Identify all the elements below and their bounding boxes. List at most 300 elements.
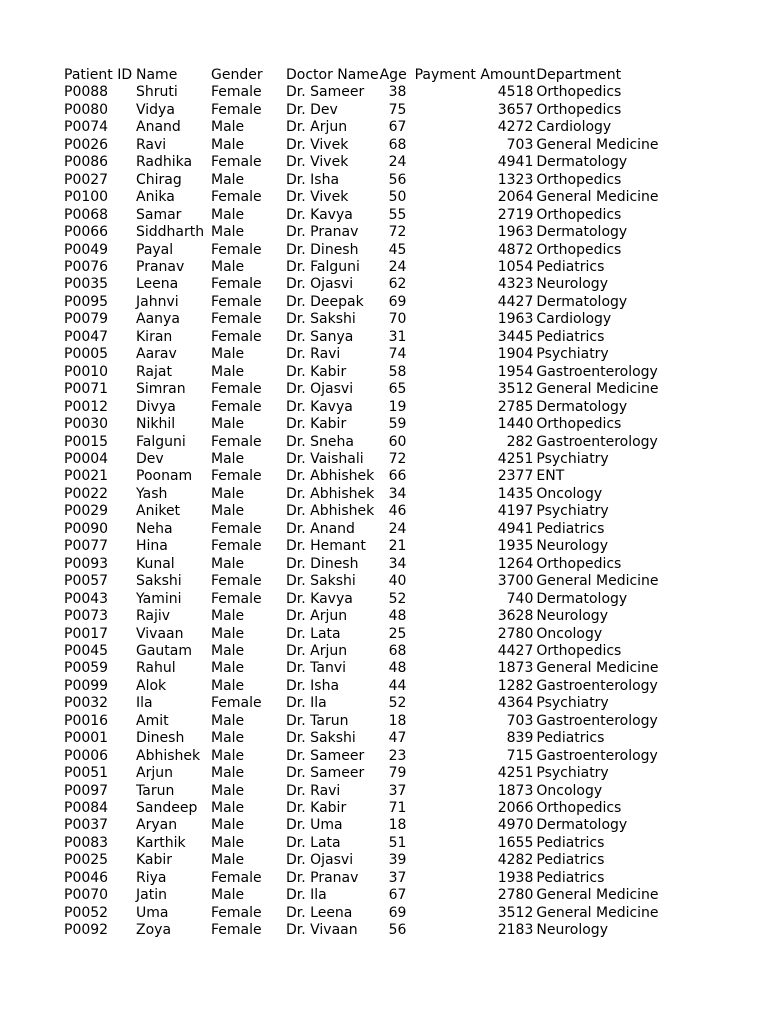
cell-payment-amount[interactable]: 4941 [497, 154, 534, 171]
cell-gender[interactable]: Female [211, 520, 262, 537]
cell-gender[interactable]: Female [211, 433, 262, 450]
cell-patient-id[interactable]: P0015 [64, 433, 109, 450]
cell-payment-amount[interactable]: 2780 [497, 887, 534, 904]
cell-doctor-name[interactable]: Dr. Sakshi [286, 730, 356, 747]
cell-department[interactable]: Orthopedics [536, 800, 622, 817]
cell-department[interactable]: Cardiology [536, 119, 612, 136]
cell-department[interactable]: Orthopedics [536, 416, 622, 433]
cell-doctor-name[interactable]: Dr. Ila [286, 887, 327, 904]
cell-doctor-name[interactable]: Dr. Pranav [286, 869, 359, 886]
cell-age[interactable]: 68 [388, 136, 407, 153]
cell-patient-id[interactable]: P0079 [64, 311, 109, 328]
cell-department[interactable]: General Medicine [536, 904, 659, 921]
cell-department[interactable]: Dermatology [536, 817, 628, 834]
cell-doctor-name[interactable]: Dr. Ojasvi [286, 276, 354, 293]
cell-patient-id[interactable]: P0084 [64, 800, 109, 817]
cell-name[interactable]: Alok [136, 677, 167, 694]
cell-department[interactable]: Pediatrics [536, 520, 605, 537]
cell-department[interactable]: Pediatrics [536, 258, 605, 275]
cell-age[interactable]: 25 [388, 625, 407, 642]
cell-name[interactable]: Kabir [136, 852, 173, 869]
cell-name[interactable]: Sandeep [136, 800, 198, 817]
cell-department[interactable]: Neurology [536, 608, 608, 625]
cell-name[interactable]: Anika [136, 189, 175, 206]
cell-patient-id[interactable]: P0083 [64, 834, 109, 851]
cell-payment-amount[interactable]: 2066 [497, 800, 534, 817]
cell-payment-amount[interactable]: 1282 [497, 677, 534, 694]
cell-department[interactable]: Orthopedics [536, 101, 622, 118]
cell-payment-amount[interactable]: 4364 [497, 695, 534, 712]
cell-gender[interactable]: Male [211, 503, 245, 520]
cell-payment-amount[interactable]: 3512 [497, 904, 534, 921]
cell-name[interactable]: Karthik [136, 834, 186, 851]
cell-doctor-name[interactable]: Dr. Kabir [286, 800, 347, 817]
cell-department[interactable]: Orthopedics [536, 555, 622, 572]
cell-age[interactable]: 69 [388, 293, 407, 310]
cell-name[interactable]: Sakshi [136, 573, 182, 590]
cell-gender[interactable]: Female [211, 189, 262, 206]
cell-age[interactable]: 55 [388, 206, 407, 223]
cell-name[interactable]: Zoya [136, 922, 172, 939]
cell-patient-id[interactable]: P0086 [64, 154, 109, 171]
cell-name[interactable]: Payal [136, 241, 174, 258]
cell-department[interactable]: Neurology [536, 538, 608, 555]
cell-gender[interactable]: Female [211, 869, 262, 886]
cell-gender[interactable]: Female [211, 293, 262, 310]
cell-age[interactable]: 39 [388, 852, 407, 869]
cell-age[interactable]: 79 [388, 765, 407, 782]
cell-patient-id[interactable]: P0012 [64, 398, 109, 415]
cell-gender[interactable]: Female [211, 154, 262, 171]
cell-doctor-name[interactable]: Dr. Sameer [286, 747, 365, 764]
cell-age[interactable]: 19 [388, 398, 407, 415]
cell-payment-amount[interactable]: 4251 [497, 450, 534, 467]
cell-department[interactable]: Pediatrics [536, 328, 605, 345]
cell-name[interactable]: Kunal [136, 555, 175, 572]
cell-patient-id[interactable]: P0005 [64, 346, 109, 363]
cell-doctor-name[interactable]: Dr. Anand [286, 520, 355, 537]
cell-payment-amount[interactable]: 740 [506, 590, 534, 607]
cell-department[interactable]: ENT [536, 468, 565, 485]
cell-payment-amount[interactable]: 1054 [497, 258, 534, 275]
cell-name[interactable]: Yash [136, 485, 168, 502]
cell-payment-amount[interactable]: 4941 [497, 520, 534, 537]
cell-doctor-name[interactable]: Dr. Vivek [286, 136, 349, 153]
cell-patient-id[interactable]: P0097 [64, 782, 109, 799]
cell-doctor-name[interactable]: Dr. Sameer [286, 84, 365, 101]
cell-age[interactable]: 50 [388, 189, 407, 206]
cell-doctor-name[interactable]: Dr. Kavya [286, 398, 353, 415]
cell-name[interactable]: Gautam [136, 642, 193, 659]
cell-name[interactable]: Rajat [136, 363, 172, 380]
cell-name[interactable]: Yamini [136, 590, 182, 607]
cell-payment-amount[interactable]: 1435 [497, 485, 534, 502]
cell-doctor-name[interactable]: Dr. Dinesh [286, 241, 359, 258]
cell-name[interactable]: Pranav [136, 258, 185, 275]
cell-age[interactable]: 38 [388, 84, 407, 101]
cell-doctor-name[interactable]: Dr. Arjun [286, 642, 348, 659]
cell-gender[interactable]: Male [211, 852, 245, 869]
cell-patient-id[interactable]: P0076 [64, 258, 109, 275]
cell-gender[interactable]: Male [211, 660, 245, 677]
cell-patient-id[interactable]: P0021 [64, 468, 109, 485]
cell-doctor-name[interactable]: Dr. Lata [286, 625, 341, 642]
cell-payment-amount[interactable]: 4518 [497, 84, 534, 101]
cell-age[interactable]: 56 [388, 171, 407, 188]
cell-department[interactable]: Neurology [536, 276, 608, 293]
cell-patient-id[interactable]: P0030 [64, 416, 109, 433]
cell-gender[interactable]: Female [211, 84, 262, 101]
cell-age[interactable]: 65 [388, 381, 407, 398]
cell-payment-amount[interactable]: 3512 [497, 381, 534, 398]
cell-age[interactable]: 24 [388, 520, 407, 537]
cell-payment-amount[interactable]: 4872 [497, 241, 534, 258]
cell-payment-amount[interactable]: 4197 [497, 503, 534, 520]
cell-doctor-name[interactable]: Dr. Abhishek [286, 468, 375, 485]
cell-doctor-name[interactable]: Dr. Hemant [286, 538, 366, 555]
cell-patient-id[interactable]: P0025 [64, 852, 109, 869]
cell-age[interactable]: 18 [388, 712, 407, 729]
cell-payment-amount[interactable]: 1935 [497, 538, 534, 555]
cell-gender[interactable]: Female [211, 328, 262, 345]
cell-department[interactable]: General Medicine [536, 660, 659, 677]
cell-age[interactable]: 56 [388, 922, 407, 939]
cell-patient-id[interactable]: P0092 [64, 922, 109, 939]
cell-department[interactable]: Oncology [536, 782, 603, 799]
cell-name[interactable]: Radhika [136, 154, 193, 171]
cell-age[interactable]: 67 [388, 119, 407, 136]
cell-doctor-name[interactable]: Dr. Vivek [286, 189, 349, 206]
cell-name[interactable]: Vivaan [136, 625, 184, 642]
cell-payment-amount[interactable]: 4427 [497, 293, 534, 310]
cell-gender[interactable]: Male [211, 817, 245, 834]
cell-age[interactable]: 69 [388, 904, 407, 921]
cell-doctor-name[interactable]: Dr. Tarun [286, 712, 349, 729]
cell-name[interactable]: Shruti [136, 84, 178, 101]
cell-name[interactable]: Rahul [136, 660, 176, 677]
cell-name[interactable]: Anand [136, 119, 181, 136]
cell-age[interactable]: 59 [388, 416, 407, 433]
cell-department[interactable]: Psychiatry [536, 503, 609, 520]
cell-name[interactable]: Simran [136, 381, 186, 398]
cell-department[interactable]: Neurology [536, 922, 608, 939]
cell-patient-id[interactable]: P0093 [64, 555, 109, 572]
cell-payment-amount[interactable]: 4427 [497, 642, 534, 659]
header-age[interactable]: Age [379, 67, 407, 83]
cell-gender[interactable]: Male [211, 887, 245, 904]
cell-doctor-name[interactable]: Dr. Dev [286, 101, 338, 118]
cell-patient-id[interactable]: P0059 [64, 660, 109, 677]
cell-patient-id[interactable]: P0066 [64, 224, 109, 241]
cell-doctor-name[interactable]: Dr. Ila [286, 695, 327, 712]
cell-payment-amount[interactable]: 1904 [497, 346, 534, 363]
cell-patient-id[interactable]: P0046 [64, 869, 109, 886]
cell-payment-amount[interactable]: 1954 [497, 363, 534, 380]
cell-gender[interactable]: Male [211, 625, 245, 642]
cell-gender[interactable]: Male [211, 485, 245, 502]
cell-age[interactable]: 52 [388, 590, 407, 607]
cell-department[interactable]: Pediatrics [536, 869, 605, 886]
cell-age[interactable]: 47 [388, 730, 407, 747]
cell-patient-id[interactable]: P0004 [64, 450, 109, 467]
cell-payment-amount[interactable]: 4272 [497, 119, 534, 136]
cell-patient-id[interactable]: P0001 [64, 730, 109, 747]
cell-patient-id[interactable]: P0071 [64, 381, 109, 398]
cell-patient-id[interactable]: P0099 [64, 677, 109, 694]
cell-name[interactable]: Nikhil [136, 416, 176, 433]
cell-department[interactable]: Oncology [536, 625, 603, 642]
cell-age[interactable]: 31 [388, 328, 407, 345]
cell-payment-amount[interactable]: 3628 [497, 608, 534, 625]
cell-age[interactable]: 18 [388, 817, 407, 834]
cell-payment-amount[interactable]: 3657 [497, 101, 534, 118]
cell-payment-amount[interactable]: 839 [506, 730, 534, 747]
cell-patient-id[interactable]: P0049 [64, 241, 109, 258]
cell-payment-amount[interactable]: 2785 [497, 398, 534, 415]
cell-patient-id[interactable]: P0052 [64, 904, 109, 921]
cell-patient-id[interactable]: P0037 [64, 817, 109, 834]
cell-age[interactable]: 51 [388, 834, 407, 851]
cell-patient-id[interactable]: P0010 [64, 363, 109, 380]
cell-gender[interactable]: Male [211, 747, 245, 764]
header-payment-amount[interactable]: Payment Amount [414, 67, 536, 83]
cell-payment-amount[interactable]: 1323 [497, 171, 534, 188]
cell-age[interactable]: 37 [388, 869, 407, 886]
cell-patient-id[interactable]: P0029 [64, 503, 109, 520]
cell-gender[interactable]: Male [211, 119, 245, 136]
cell-doctor-name[interactable]: Dr. Ravi [286, 346, 341, 363]
cell-name[interactable]: Uma [136, 904, 169, 921]
cell-gender[interactable]: Female [211, 573, 262, 590]
cell-patient-id[interactable]: P0026 [64, 136, 109, 153]
cell-doctor-name[interactable]: Dr. Ravi [286, 782, 341, 799]
cell-department[interactable]: Gastroenterology [536, 747, 658, 764]
cell-patient-id[interactable]: P0070 [64, 887, 109, 904]
cell-department[interactable]: Psychiatry [536, 346, 609, 363]
cell-age[interactable]: 66 [388, 468, 407, 485]
cell-gender[interactable]: Male [211, 642, 245, 659]
cell-gender[interactable]: Male [211, 363, 245, 380]
cell-name[interactable]: Aniket [136, 503, 181, 520]
cell-name[interactable]: Amit [136, 712, 169, 729]
cell-name[interactable]: Aanya [136, 311, 180, 328]
cell-doctor-name[interactable]: Dr. Ojasvi [286, 381, 354, 398]
cell-doctor-name[interactable]: Dr. Deepak [286, 293, 364, 310]
cell-gender[interactable]: Female [211, 101, 262, 118]
cell-department[interactable]: General Medicine [536, 381, 659, 398]
cell-department[interactable]: Orthopedics [536, 84, 622, 101]
header-patient-id[interactable]: Patient ID [64, 67, 133, 83]
cell-payment-amount[interactable]: 4323 [497, 276, 534, 293]
cell-gender[interactable]: Female [211, 538, 262, 555]
cell-name[interactable]: Leena [136, 276, 179, 293]
cell-payment-amount[interactable]: 2064 [497, 189, 534, 206]
cell-payment-amount[interactable]: 3700 [497, 573, 534, 590]
cell-payment-amount[interactable]: 1963 [497, 224, 534, 241]
cell-age[interactable]: 75 [388, 101, 407, 118]
cell-doctor-name[interactable]: Dr. Kabir [286, 416, 347, 433]
cell-gender[interactable]: Male [211, 206, 245, 223]
cell-patient-id[interactable]: P0043 [64, 590, 109, 607]
cell-patient-id[interactable]: P0077 [64, 538, 109, 555]
cell-payment-amount[interactable]: 4282 [497, 852, 534, 869]
cell-name[interactable]: Ila [136, 695, 153, 712]
cell-payment-amount[interactable]: 1440 [497, 416, 534, 433]
cell-department[interactable]: Pediatrics [536, 730, 605, 747]
cell-gender[interactable]: Male [211, 800, 245, 817]
cell-age[interactable]: 71 [388, 800, 407, 817]
cell-age[interactable]: 48 [388, 608, 407, 625]
cell-name[interactable]: Chirag [136, 171, 182, 188]
cell-gender[interactable]: Male [211, 555, 245, 572]
cell-department[interactable]: Dermatology [536, 154, 628, 171]
cell-department[interactable]: General Medicine [536, 573, 659, 590]
cell-age[interactable]: 52 [388, 695, 407, 712]
cell-age[interactable]: 60 [388, 433, 407, 450]
cell-patient-id[interactable]: P0088 [64, 84, 109, 101]
cell-gender[interactable]: Male [211, 224, 245, 241]
cell-payment-amount[interactable]: 1873 [497, 660, 534, 677]
cell-age[interactable]: 72 [388, 450, 407, 467]
cell-doctor-name[interactable]: Dr. Sneha [286, 433, 354, 450]
cell-name[interactable]: Aryan [136, 817, 178, 834]
cell-payment-amount[interactable]: 703 [506, 136, 534, 153]
cell-doctor-name[interactable]: Dr. Leena [286, 904, 353, 921]
cell-name[interactable]: Aarav [136, 346, 177, 363]
cell-age[interactable]: 70 [388, 311, 407, 328]
cell-age[interactable]: 46 [388, 503, 407, 520]
cell-name[interactable]: Dinesh [136, 730, 185, 747]
cell-doctor-name[interactable]: Dr. Pranav [286, 224, 359, 241]
cell-department[interactable]: General Medicine [536, 189, 659, 206]
cell-name[interactable]: Falguni [136, 433, 186, 450]
cell-patient-id[interactable]: P0035 [64, 276, 109, 293]
cell-age[interactable]: 48 [388, 660, 407, 677]
cell-name[interactable]: Dev [136, 450, 164, 467]
cell-gender[interactable]: Male [211, 730, 245, 747]
cell-patient-id[interactable]: P0047 [64, 328, 109, 345]
cell-age[interactable]: 58 [388, 363, 407, 380]
cell-patient-id[interactable]: P0074 [64, 119, 109, 136]
cell-age[interactable]: 34 [388, 555, 407, 572]
cell-doctor-name[interactable]: Dr. Isha [286, 171, 340, 188]
cell-doctor-name[interactable]: Dr. Tanvi [286, 660, 347, 677]
cell-payment-amount[interactable]: 703 [506, 712, 534, 729]
cell-payment-amount[interactable]: 1938 [497, 869, 534, 886]
cell-gender[interactable]: Female [211, 241, 262, 258]
header-department[interactable]: Department [536, 67, 622, 83]
cell-gender[interactable]: Female [211, 398, 262, 415]
cell-department[interactable]: Orthopedics [536, 206, 622, 223]
cell-gender[interactable]: Male [211, 712, 245, 729]
cell-name[interactable]: Hina [136, 538, 168, 555]
cell-age[interactable]: 72 [388, 224, 407, 241]
cell-name[interactable]: Arjun [136, 765, 173, 782]
cell-payment-amount[interactable]: 3445 [497, 328, 534, 345]
cell-department[interactable]: Psychiatry [536, 695, 609, 712]
cell-doctor-name[interactable]: Dr. Sameer [286, 765, 365, 782]
cell-patient-id[interactable]: P0057 [64, 573, 109, 590]
cell-department[interactable]: Dermatology [536, 293, 628, 310]
cell-doctor-name[interactable]: Dr. Kavya [286, 206, 353, 223]
cell-name[interactable]: Rajiv [136, 608, 171, 625]
cell-age[interactable]: 24 [388, 154, 407, 171]
cell-gender[interactable]: Female [211, 922, 262, 939]
cell-age[interactable]: 44 [388, 677, 407, 694]
cell-patient-id[interactable]: P0027 [64, 171, 109, 188]
cell-doctor-name[interactable]: Dr. Kavya [286, 590, 353, 607]
cell-doctor-name[interactable]: Dr. Vivek [286, 154, 349, 171]
cell-doctor-name[interactable]: Dr. Falguni [286, 258, 360, 275]
cell-gender[interactable]: Female [211, 381, 262, 398]
cell-payment-amount[interactable]: 715 [506, 747, 534, 764]
cell-name[interactable]: Jahnvi [136, 293, 179, 310]
cell-department[interactable]: Pediatrics [536, 852, 605, 869]
cell-patient-id[interactable]: P0045 [64, 642, 109, 659]
cell-gender[interactable]: Male [211, 171, 245, 188]
cell-department[interactable]: Gastroenterology [536, 712, 658, 729]
cell-name[interactable]: Divya [136, 398, 176, 415]
cell-payment-amount[interactable]: 2183 [497, 922, 534, 939]
cell-doctor-name[interactable]: Dr. Vaishali [286, 450, 364, 467]
cell-department[interactable]: Gastroenterology [536, 433, 658, 450]
cell-doctor-name[interactable]: Dr. Arjun [286, 119, 348, 136]
cell-gender[interactable]: Male [211, 765, 245, 782]
cell-name[interactable]: Abhishek [136, 747, 201, 764]
cell-patient-id[interactable]: P0006 [64, 747, 109, 764]
cell-department[interactable]: Dermatology [536, 590, 628, 607]
cell-doctor-name[interactable]: Dr. Ojasvi [286, 852, 354, 869]
cell-doctor-name[interactable]: Dr. Abhishek [286, 485, 375, 502]
cell-gender[interactable]: Male [211, 258, 245, 275]
cell-department[interactable]: Gastroenterology [536, 363, 658, 380]
cell-gender[interactable]: Female [211, 695, 262, 712]
cell-patient-id[interactable]: P0051 [64, 765, 109, 782]
cell-age[interactable]: 67 [388, 887, 407, 904]
cell-name[interactable]: Tarun [136, 782, 175, 799]
cell-gender[interactable]: Male [211, 416, 245, 433]
cell-age[interactable]: 45 [388, 241, 407, 258]
cell-department[interactable]: Gastroenterology [536, 677, 658, 694]
cell-gender[interactable]: Female [211, 468, 262, 485]
cell-patient-id[interactable]: P0022 [64, 485, 109, 502]
cell-doctor-name[interactable]: Dr. Uma [286, 817, 343, 834]
cell-gender[interactable]: Female [211, 276, 262, 293]
cell-department[interactable]: Dermatology [536, 398, 628, 415]
cell-gender[interactable]: Male [211, 608, 245, 625]
cell-age[interactable]: 68 [388, 642, 407, 659]
cell-name[interactable]: Samar [136, 206, 182, 223]
cell-department[interactable]: Cardiology [536, 311, 612, 328]
cell-gender[interactable]: Male [211, 136, 245, 153]
cell-doctor-name[interactable]: Dr. Kabir [286, 363, 347, 380]
cell-age[interactable]: 74 [388, 346, 407, 363]
cell-age[interactable]: 23 [388, 747, 407, 764]
cell-name[interactable]: Neha [136, 520, 173, 537]
cell-gender[interactable]: Female [211, 904, 262, 921]
header-name[interactable]: Name [136, 67, 178, 83]
cell-department[interactable]: General Medicine [536, 136, 659, 153]
cell-doctor-name[interactable]: Dr. Sakshi [286, 311, 356, 328]
cell-age[interactable]: 40 [388, 573, 407, 590]
cell-name[interactable]: Siddharth [136, 224, 205, 241]
cell-gender[interactable]: Male [211, 346, 245, 363]
cell-payment-amount[interactable]: 2377 [497, 468, 534, 485]
cell-doctor-name[interactable]: Dr. Isha [286, 677, 340, 694]
cell-doctor-name[interactable]: Dr. Arjun [286, 608, 348, 625]
cell-patient-id[interactable]: P0016 [64, 712, 109, 729]
cell-department[interactable]: Pediatrics [536, 834, 605, 851]
